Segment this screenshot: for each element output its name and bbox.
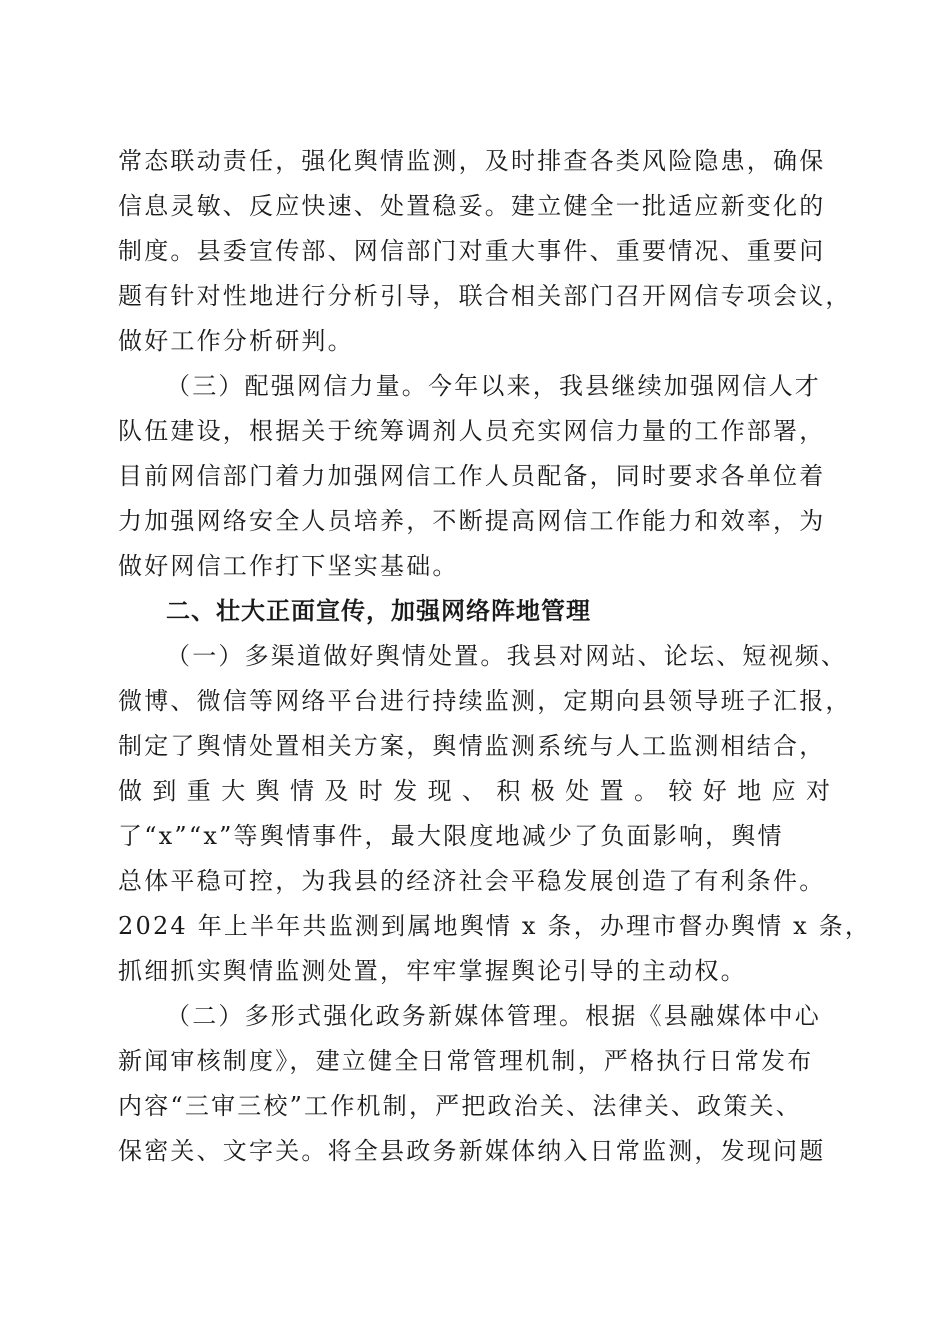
section-paragraph-start: （三）配强网信力量。今年以来，我县继续加强网信人才 <box>166 372 821 400</box>
paragraph-line: 做好工作分析研判。 <box>118 327 354 355</box>
paragraph-line: 了“x”“x”等舆情事件，最大限度地减少了负面影响，舆情 <box>118 822 784 850</box>
section-paragraph-start: （二）多形式强化政务新媒体管理。根据《县融媒体中心 <box>166 1002 821 1030</box>
paragraph-line: 总体平稳可控，为我县的经济社会平稳发展创造了有利条件。 <box>118 867 826 895</box>
paragraph-line: 力加强网络安全人员培养，不断提高网信工作能力和效率，为 <box>118 507 826 535</box>
paragraph-line: 新闻审核制度》，建立健全日常管理机制，严格执行日常发布 <box>118 1047 814 1075</box>
paragraph-line: 2024 年上半年共监测到属地舆情 x 条，办理市督办舆情 x 条， <box>118 912 872 940</box>
paragraph-line-justified: 做到重大舆情及时发现、积极处置。较好地应对 <box>118 777 830 805</box>
paragraph-line: 信息灵敏、反应快速、处置稳妥。建立健全一批适应新变化的 <box>118 192 826 220</box>
section-heading: 二、壮大正面宣传，加强网络阵地管理 <box>166 597 591 625</box>
paragraph-line: 做好网信工作打下坚实基础。 <box>118 552 459 580</box>
section-paragraph-start: （一）多渠道做好舆情处置。我县对网站、论坛、短视频、 <box>166 642 848 670</box>
paragraph-line: 内容“三审三校”工作机制，严把政治关、法律关、政策关、 <box>118 1092 802 1120</box>
paragraph-line: 制度。县委宣传部、网信部门对重大事件、重要情况、重要问 <box>118 237 826 265</box>
paragraph-line: 制定了舆情处置相关方案，舆情监测系统与人工监测相结合， <box>118 732 826 760</box>
paragraph-line: 微博、微信等网络平台进行持续监测，定期向县领导班子汇报， <box>118 687 852 715</box>
paragraph-line: 目前网信部门着力加强网信工作人员配备，同时要求各单位着 <box>118 462 826 490</box>
paragraph-line: 题有针对性地进行分析引导，联合相关部门召开网信专项会议， <box>118 282 852 310</box>
paragraph-line: 常态联动责任，强化舆情监测，及时排查各类风险隐患，确保 <box>118 147 826 175</box>
paragraph-line: 队伍建设，根据关于统筹调剂人员充实网信力量的工作部署， <box>118 417 826 445</box>
paragraph-line: 保密关、文字关。将全县政务新媒体纳入日常监测，发现问题 <box>118 1137 826 1165</box>
paragraph-line: 抓细抓实舆情监测处置，牢牢掌握舆论引导的主动权。 <box>118 957 747 985</box>
